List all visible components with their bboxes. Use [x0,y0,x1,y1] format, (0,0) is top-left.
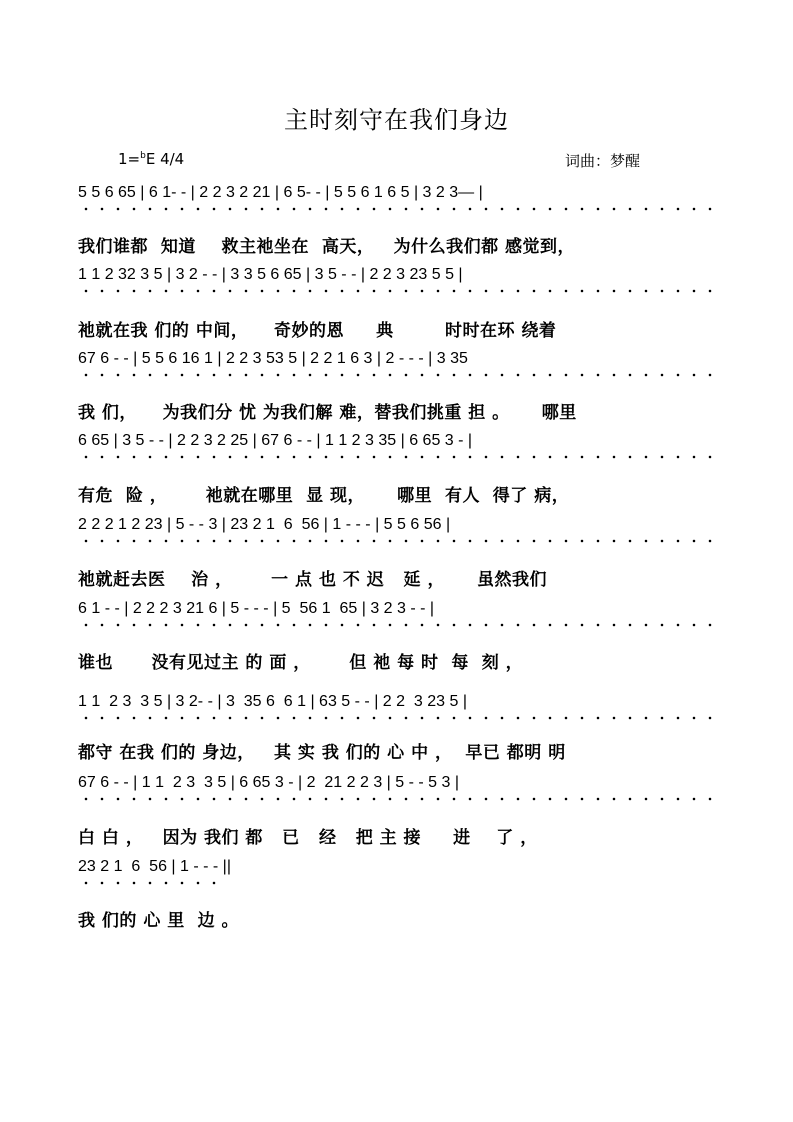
key-signature [118,150,184,168]
notes-row-6: 6 1 - - | 2 2 2 3 21 6 | 5 - - - | 5 56 1 65 | 3 2 3 - - | [78,600,435,617]
lyric-row-5: 祂就赶去医 治 ， 一 点 也 不 迟 延 ， 虽然我们 [78,570,548,590]
lyric-row-3: 我 们， 为我们分 忧 为我们解 难，替我们挑重 担 。 哪里 [78,403,577,423]
lyric-row-4: 有危 险 ， 祂就在哪里 显 现， 哪里 有人 得了 病， [78,486,570,506]
lyric-row-9: 我 们的 心 里 边 。 [78,911,240,931]
notes-row-3: 67 6 - - | 5 5 6 16 1 | 2 2 3 53 5 | 2 2 1 6 3 | 2 - - - | 3 35 [78,350,468,367]
lyric-row-8: 白 白 ， 因为 我们 都 已 经 把 主 接 进 了 ， [78,828,538,848]
low-octave-dots-8 [78,796,718,802]
low-octave-dots-1 [78,206,718,212]
notes-row-7: 1 1 2 3 3 5 | 3 2- - | 3 35 6 6 1 | 63 5 - - | 2 2 3 23 5 | [78,693,468,710]
low-octave-dots-5 [78,538,718,544]
lyric-row-7: 都守 在我 们的 身边， 其 实 我 们的 心 中 ， 早已 都明 明 [78,743,566,763]
low-octave-dots-4 [78,454,718,460]
low-octave-dots-9 [78,880,228,886]
notes-row-4: 6 65 | 3 5 - - | 2 2 3 2 25 | 67 6 - - | 1 1 2 3 35 | 6 65 3 - | [78,432,473,449]
song-title: 主时刻守在我们身边 [284,106,509,134]
low-octave-dots-3 [78,372,718,378]
notes-row-9: 23 2 1 6 56 | 1 - - - || [78,858,231,875]
notes-row-1: 5 5 6 65 | 6 1- - | 2 2 3 2 21 | 6 5- - | 5 5 6 1 6 5 | 3 2 3— | [78,184,483,201]
key-prefix: 1= [118,150,141,168]
low-octave-dots-7 [78,715,718,721]
key-time: E 4/4 [145,150,185,168]
notes-row-8: 67 6 - - | 1 1 2 3 3 5 | 6 65 3 - | 2 21 2 2 3 | 5 - - 5 3 | [78,774,459,791]
low-octave-dots-6 [78,622,718,628]
lyric-row-6: 谁也 没有见过主 的 面 ， 但 祂 每 时 每 刻 ， [78,653,524,673]
credit: 词曲：梦醒 [565,152,641,170]
low-octave-dots-2 [78,288,718,294]
notes-row-5: 2 2 2 1 2 23 | 5 - - 3 | 23 2 1 6 56 | 1 - - - | 5 5 6 56 | [78,516,451,533]
flat-sign: b [140,151,146,161]
lyric-row-1: 我们谁都 知道 救主祂坐在 高天， 为什么我们都 感觉到， [78,237,576,257]
notes-row-2: 1 1 2 32 3 5 | 3 2 - - | 3 3 5 6 65 | 3 5 - - | 2 2 3 23 5 5 | [78,266,463,283]
lyric-row-2: 祂就在我 们的 中间， 奇妙的恩 典 时时在环 绕着 [78,321,557,341]
